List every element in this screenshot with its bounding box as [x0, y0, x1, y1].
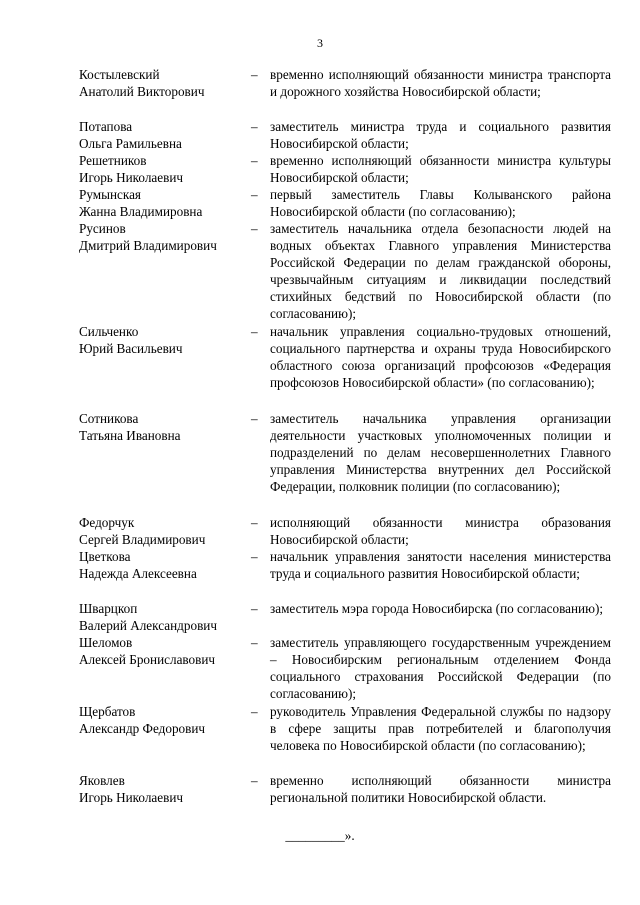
- given-names: Сергей Владимирович: [79, 532, 206, 547]
- person-name: [79, 323, 249, 357]
- position-description: исполняющий обязанности министра образования Новосибирской области;: [270, 515, 611, 547]
- surname: Сотникова: [79, 411, 139, 426]
- given-names: Надежда Алексеевна: [79, 566, 197, 581]
- surname: Решетников: [79, 153, 147, 168]
- surname: Потапова: [79, 119, 133, 134]
- dash: –: [251, 515, 258, 530]
- page-number: 3: [317, 36, 323, 50]
- person-name: [79, 118, 249, 152]
- dash: –: [251, 221, 258, 236]
- position-description: первый заместитель Главы Колыванского района Новосибирской области (по согласованию);: [270, 187, 611, 219]
- dash: –: [251, 773, 258, 788]
- surname: Русинов: [79, 221, 126, 236]
- surname: Сильченко: [79, 324, 139, 339]
- surname: Шварцкоп: [79, 601, 138, 616]
- position-description: руководитель Управления Федеральной службы по надзору в сфере защиты прав потребителей и благополучия человека по Новосибирской области (по согласованию);: [270, 704, 611, 753]
- person-name: [79, 514, 249, 548]
- position-description: заместитель начальника управления организации деятельности участковых уполномоченных полиции и подразделений по делам несовершеннолетних Главного управления Министерства внутренних дел Российской Федерации, полковник полиции (по согласованию);: [270, 411, 611, 494]
- position-description: временно исполняющий обязанности министра культуры Новосибирской области;: [270, 153, 611, 185]
- given-names: Юрий Васильевич: [79, 341, 183, 356]
- dash: –: [251, 411, 258, 426]
- position-description: временно исполняющий обязанности министра региональной политики Новосибирской области.: [270, 773, 611, 805]
- dash: –: [251, 635, 258, 650]
- position-description: заместитель управляющего государственным учреждением – Новосибирским региональным отделением Фонда социального страхования Российской Федерации (по согласованию);: [270, 635, 611, 701]
- surname: Яковлев: [79, 773, 125, 788]
- position-description: временно исполняющий обязанности министра транспорта и дорожного хозяйства Новосибирской области;: [270, 67, 611, 99]
- given-names: Ольга Рамильевна: [79, 136, 182, 151]
- surname: Цветкова: [79, 549, 131, 564]
- dash: –: [251, 324, 258, 339]
- given-names: Жанна Владимировна: [79, 204, 203, 219]
- position-description: заместитель мэра города Новосибирска (по согласованию);: [270, 601, 604, 616]
- given-names: Дмитрий Владимирович: [79, 238, 217, 253]
- given-names: Александр Федорович: [79, 721, 206, 736]
- given-names: Игорь Николаевич: [79, 170, 184, 185]
- position-description: заместитель министра труда и социального развития Новосибирской области;: [270, 119, 611, 151]
- dash: –: [251, 704, 258, 719]
- person-name: [79, 772, 249, 806]
- person-name: [79, 600, 249, 634]
- dash: –: [251, 549, 258, 564]
- surname: Шеломов: [79, 635, 133, 650]
- dash: –: [251, 153, 258, 168]
- dash: –: [251, 187, 258, 202]
- person-name: [79, 66, 249, 100]
- surname: Румынская: [79, 187, 141, 202]
- surname: Щербатов: [79, 704, 136, 719]
- dash: –: [251, 119, 258, 134]
- given-names: Татьяна Ивановна: [79, 428, 181, 443]
- position-description: начальник управления социально-трудовых отношений, социального партнерства и охраны труда Новосибирского областного союза организаций профсоюзов «Федерация профсоюзов Новосибирской области» (по согласованию);: [270, 324, 611, 390]
- person-name: [79, 703, 249, 737]
- surname: Костылевский: [79, 67, 160, 82]
- person-name: [79, 152, 249, 186]
- given-names: Алексей Брониславович: [79, 652, 216, 667]
- position-description: начальник управления занятости населения министерства труда и социального развития Новосибирской области;: [270, 549, 611, 581]
- given-names: Анатолий Викторович: [79, 84, 205, 99]
- person-name: [79, 410, 249, 444]
- closing-mark: _________».: [285, 828, 355, 843]
- dash: –: [251, 67, 258, 82]
- position-description: заместитель начальника отдела безопасности людей на водных объектах Главного управления Министерства Российской Федерации по делам гражданской обороны, чрезвычайным ситуациям и ликвидации последствий стихийных бедствий по Новосибирской области (по согласованию);: [270, 221, 611, 321]
- given-names: Игорь Николаевич: [79, 790, 184, 805]
- person-name: [79, 548, 249, 582]
- person-name: [79, 220, 249, 254]
- dash: –: [251, 601, 258, 616]
- surname: Федорчук: [79, 515, 135, 530]
- person-name: [79, 634, 249, 668]
- person-name: [79, 186, 249, 220]
- given-names: Валерий Александрович: [79, 618, 217, 633]
